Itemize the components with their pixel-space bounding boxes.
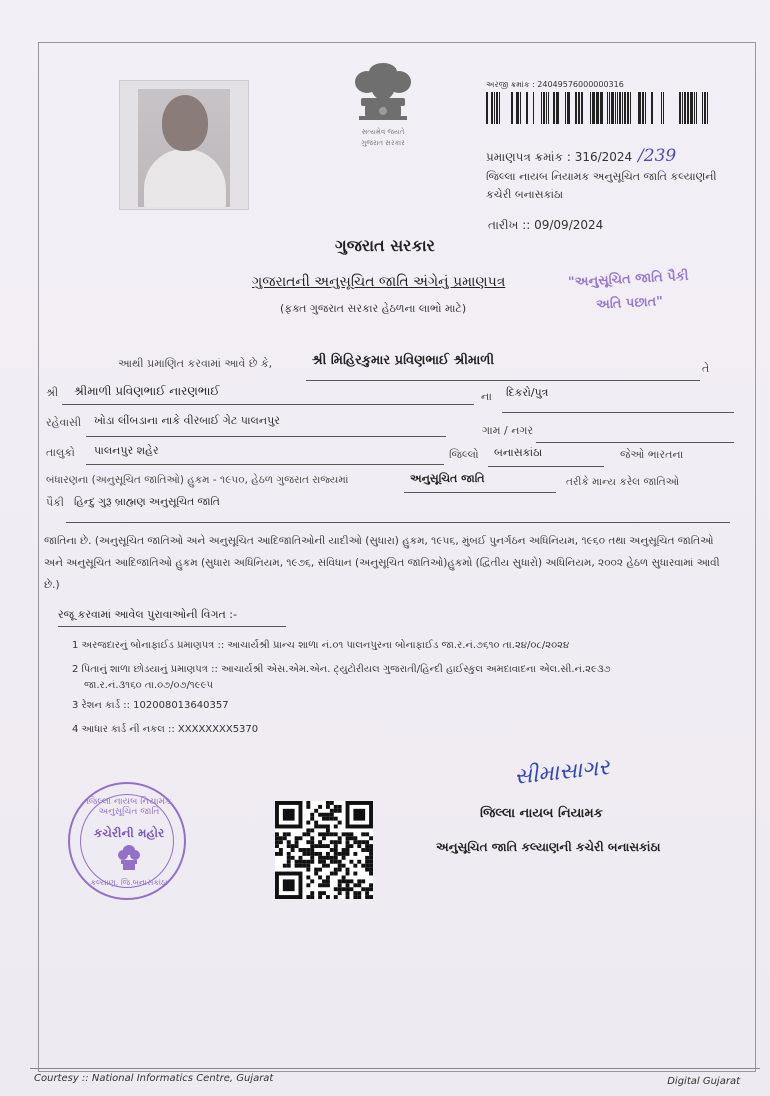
shri-label: શ્રી bbox=[46, 386, 59, 399]
certificate-number-label: પ્રમાણપત્ર ક્રમાંક : bbox=[486, 150, 571, 164]
qr-code-icon bbox=[275, 801, 373, 899]
taluka: પાલનપુર શહેર bbox=[94, 444, 159, 457]
na-label: ના bbox=[481, 390, 492, 403]
india-label: જેઓ ભારતના bbox=[620, 448, 684, 461]
caste-label: પૈકી bbox=[46, 496, 65, 509]
office-seal bbox=[68, 782, 186, 900]
address-line bbox=[86, 436, 446, 437]
village-line bbox=[536, 442, 734, 443]
relation-line bbox=[502, 412, 734, 413]
emblem-caption: ગુજરાત સરકાર bbox=[361, 139, 405, 147]
government-heading: ગુજરાત સરકાર bbox=[335, 236, 435, 255]
taluka-line bbox=[86, 464, 444, 465]
seal-bottom-text: કલ્યાણ, જિ.બનાસકાંઠા bbox=[90, 878, 168, 887]
barcode-icon bbox=[486, 92, 708, 124]
evidence-item: 4 આધાર કાર્ડ ની નકલ :: XXXXXXXX5370 bbox=[72, 724, 259, 735]
category: અનુસૂચિત જાતિ bbox=[410, 472, 485, 485]
issuing-office-line2: કચેરી બનાસકાંઠા bbox=[486, 188, 564, 201]
footer-courtesy: Courtesy :: National Informatics Centre, Gujarat bbox=[34, 1073, 274, 1084]
application-number: અરજી ક્રમાંક : 24049576000000316 bbox=[486, 80, 624, 89]
photo-portrait bbox=[138, 89, 230, 207]
address: ખોડા લીંબડાના નાકે વીરબાઈ ગેટ પાલનપુર bbox=[94, 414, 280, 427]
relation: દિકરો/પુત્ર bbox=[506, 386, 549, 399]
signatory-designation: જિલ્લા નાયબ નિયામક bbox=[480, 806, 603, 821]
category-line bbox=[404, 492, 556, 493]
seal-top-text: જિલ્લા નાયબ નિયામક અનુસૂચિત જાતિ bbox=[86, 797, 172, 817]
order-text: બંધારણના (અનુસૂચિત જાતિઓ) હુકમ - ૧૯૫૦, હેઠળ ગુજરાત રાજ્યમાં bbox=[46, 474, 349, 486]
certificate-number-handwritten: /239 bbox=[638, 146, 677, 166]
issuing-office-line1: જિલ્લા નાયબ નિયામક અનુસૂચિત જાતિ કલ્યાણની bbox=[486, 170, 717, 183]
evidence-heading: રજૂ કરવામાં આવેલ પુરાવાઓની વિગત :- bbox=[58, 608, 237, 621]
father-name-line bbox=[62, 404, 474, 405]
certificate-subtitle: (ફક્ત ગુજરાત સરકાર હેઠળના લાભો માટે) bbox=[280, 302, 467, 315]
evidence-item-continuation: જા.ર.નં.૩૧૬૦ તા.૦૭/૦૭/૧૯૯૫ bbox=[84, 680, 214, 691]
certificate-number-value: 316/2024 bbox=[574, 150, 633, 164]
signatory-office: અનુસૂચિત જાતિ કલ્યાણની કચેરી બનાસકાંઠા bbox=[436, 840, 661, 854]
officer-signature: સીમાસાગર bbox=[512, 755, 611, 790]
resident-label: રહેવાસી bbox=[46, 416, 82, 429]
te-label: તે bbox=[702, 362, 710, 375]
caste: હિન્દુ ગુરૂ બ્રાહ્મણ અનુસૂચિત જાતિ bbox=[74, 496, 220, 508]
emblem-motto: સત્યમેવ જયતે bbox=[361, 128, 405, 136]
evidence-item: 3 રેશન કાર્ડ :: 102008013640357 bbox=[72, 700, 229, 711]
footer-divider bbox=[30, 1068, 760, 1069]
backward-class-stamp bbox=[553, 264, 705, 320]
father-name: શ્રીમાળી પ્રવિણભાઈ નારણભાઈ bbox=[74, 384, 220, 398]
footer-digital-gujarat: Digital Gujarat bbox=[667, 1076, 740, 1087]
legal-paragraph: જાતિના છે. (અનુસૂચિત જાતિઓ અને અનુસૂચિત આદિજાતિઓની યાદીઓ (સુધારા) હુકમ, ૧૯૫૬, મુંબઈ પુનર્ગઠન અધિનિયમ, ૧૯૬૦ તથા અનુસૂચિત જાતિઓ અને અનુસૂચિત આદિજાતિઓ હુકમ (સુધારા અધિનિયમ, ૧૯૭૬, સંવિધાન (અનુસૂચિત જાતિઓ)હુકમો (દ્વિતીય સુધારો) અધિનિયમ, ૨૦૦૨ હેઠળ સુધારવામાં આવી છે.) bbox=[44, 535, 720, 591]
stamp-line1: "અનુસૂચિત જાતિ પૈકી bbox=[567, 268, 689, 291]
village-label: ગામ / નગર bbox=[482, 424, 534, 437]
caste-line bbox=[66, 522, 730, 523]
evidence-item: 2 પિતાનું શાળા છોડયાનું પ્રમાણપત્ર :: આચાર્યશ્રી એસ.એમ.એન. ટ્યુટોરીયલ ગુજરાતી/હિન્દી હાઈસ્કુલ અમદાવાદના એલ.સી.નં.૨૯૩૭ bbox=[72, 664, 611, 675]
issue-date: તારીખ :: 09/09/2024 bbox=[488, 218, 604, 232]
applicant-name: શ્રી મિહિરકુમાર પ્રવિણભાઈ શ્રીમાળી bbox=[312, 353, 495, 368]
photo-head bbox=[162, 95, 208, 151]
certificate-number bbox=[486, 146, 676, 166]
taluka-label: તાલુકો bbox=[46, 446, 75, 459]
photo-shirt bbox=[144, 149, 226, 207]
stamp-line2: અતિ પછાત" bbox=[595, 294, 664, 313]
district: બનાસકાંઠા bbox=[494, 446, 543, 459]
evidence-heading-underline bbox=[58, 626, 286, 627]
certificate-title: ગુજરાતની અનુસૂચિત જાતિ અંગેનું પ્રમાણપત્ર bbox=[252, 274, 506, 290]
seal-emblem-icon bbox=[117, 844, 141, 874]
district-label: જિલ્લો bbox=[449, 448, 479, 461]
district-line bbox=[488, 466, 604, 467]
applicant-photo bbox=[119, 80, 249, 210]
seal-center-text: કચેરીની મહોર bbox=[93, 826, 165, 840]
certify-label: આથી પ્રમાણિત કરવામાં આવે છે કે, bbox=[118, 357, 273, 370]
applicant-name-line bbox=[306, 380, 700, 381]
recognized-text: તરીકે માન્ય કરેલ જાતિઓ bbox=[566, 476, 680, 488]
evidence-item: 1 અરજદારનું બોનાફાઈડ પ્રમાણપત્ર :: આચાર્યશ્રી પ્રાન્ચ શાળા નં.૦૧ પાલનપુરના બોનાફાઈડ જા.ર.નં.૭૬૧૦ તા.૨૪/૦૮/૨૦૨૪ bbox=[72, 640, 570, 651]
